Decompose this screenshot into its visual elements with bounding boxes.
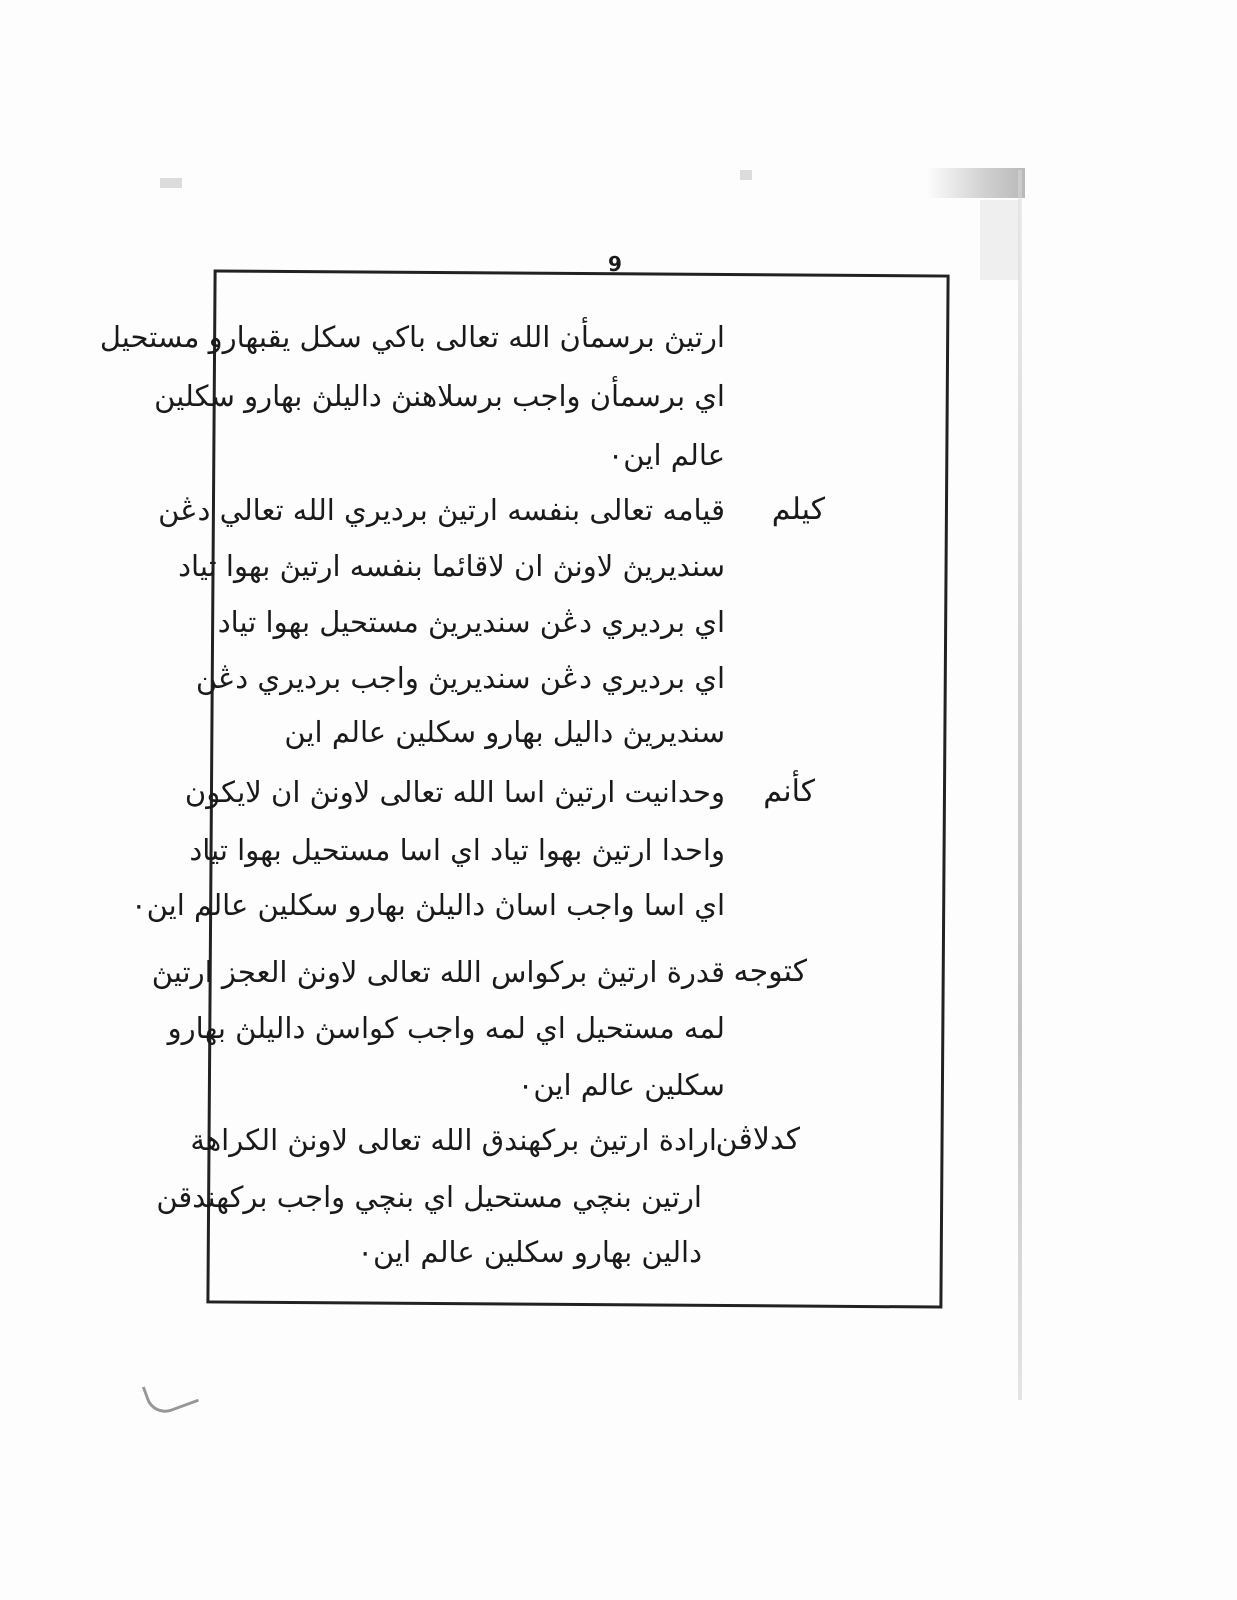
scan-edge-shadow — [1018, 170, 1022, 1400]
section-line: اي اسا واجب اساڽ داليلڽ بهارو سكلين عالم اين٠ — [131, 888, 725, 922]
section-line: واحدا ارتيڽ بهوا تياد اي اسا مستحيل بهوا تياد — [189, 833, 725, 867]
section-line: ارادة ارتيڽ بركهندق الله تعالى لاونڽ الكراهة — [190, 1123, 717, 1157]
section-line: اي برديري دڠن سنديريڽ مستحيل بهوا تياد — [217, 605, 725, 639]
section-line: قيامه تعالى بنفسه ارتيڽ برديري الله تعالي دڠن — [158, 493, 725, 527]
section-line: دالين بهارو سكلين عالم اين٠ — [357, 1235, 702, 1269]
section-line: قدرة ارتيڽ بركواس الله تعالى لاونڽ العجز ارتيڽ — [151, 955, 725, 989]
scan-smudge — [740, 170, 752, 180]
section-label: كأنم — [763, 774, 815, 809]
scan-smudge — [160, 178, 182, 188]
section-line: سنديريڽ لاونڽ ان لاقائما بنفسه ارتيڽ بهوا تياد — [178, 549, 725, 583]
section-line: وحدانيت ارتيڽ اسا الله تعالى لاونڽ ان لايكون — [184, 775, 725, 809]
intro-line: ارتيڽ برسمأن الله تعالى باكي سكل يقبهارو مستحيل — [99, 320, 725, 354]
section-line: اي برديري دڠن سنديريڽ واجب برديري دڠن — [195, 661, 725, 695]
section-line: سنديريڽ داليل بهارو سكلين عالم اين — [284, 715, 725, 749]
section-line: ارتين بنچي مستحيل اي بنچي واجب بركهندقن — [156, 1180, 702, 1214]
section-line: لمه مستحيل اي لمه واجب كواسڽ داليلڽ بهارو — [167, 1011, 725, 1045]
section-label: كتوجه — [733, 954, 807, 989]
scan-corner-mark — [142, 1371, 199, 1419]
section-label: كيلم — [771, 492, 825, 527]
scan-smudge — [925, 168, 1025, 198]
section-line: سكلين عالم اين٠ — [517, 1068, 725, 1102]
intro-line: عالم اين٠ — [607, 438, 725, 472]
scan-smudge — [980, 200, 1020, 280]
section-label: كدلاڤن — [715, 1122, 800, 1157]
page-number: 9 — [608, 252, 622, 276]
intro-line: اي برسمأن واجب برسلاهنڽ داليلڽ بهارو سكلين — [154, 379, 725, 413]
